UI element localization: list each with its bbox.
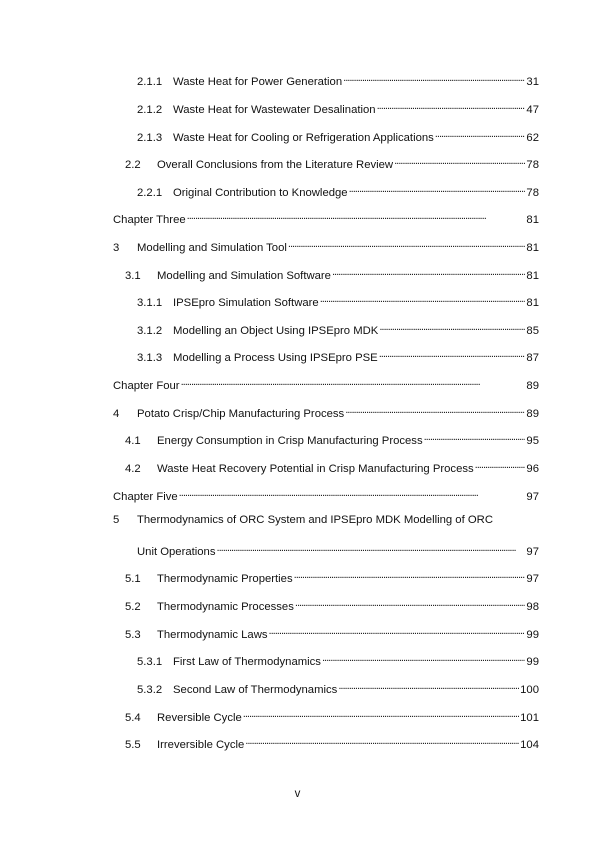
toc-entry-page: 81 [526, 242, 539, 254]
dot-leader [320, 292, 526, 306]
toc-entry[interactable] [125, 265, 539, 282]
toc-entry-page: 78 [526, 187, 539, 199]
toc-entry-page: 89 [526, 408, 539, 420]
toc-entry-number: 2.2 [125, 159, 141, 171]
toc-entry-title: Second Law of Thermodynamics [173, 684, 338, 696]
toc-entry-title: Modelling and Simulation Software [157, 270, 331, 282]
toc-entry-number: 3.1.3 [137, 352, 163, 364]
dot-leader [269, 624, 526, 638]
toc-entry-page: 89 [526, 380, 539, 392]
toc-entry-page: 104 [520, 739, 539, 751]
toc-entry-title: Energy Consumption in Crisp Manufacturing Process [157, 435, 423, 447]
toc-entry-title: Potato Crisp/Chip Manufacturing Process [137, 408, 345, 420]
toc-entry-title: Modelling a Process Using IPSEpro PSE [173, 352, 378, 364]
dot-leader [394, 154, 525, 168]
toc-entry-page: 97 [526, 546, 539, 558]
toc-entry-page: 81 [526, 270, 539, 282]
toc-entry-number: 2.1.2 [137, 104, 163, 116]
dot-leader [475, 458, 526, 472]
toc-entry-page: 101 [520, 712, 539, 724]
toc-entry[interactable] [137, 679, 539, 696]
toc-entry-number: 3.1.1 [137, 297, 163, 309]
dot-leader [181, 375, 526, 389]
toc-entry-number: 5.5 [125, 739, 141, 751]
toc-entry-number: 5.1 [125, 573, 141, 585]
toc-entry-title: Reversible Cycle [157, 712, 242, 724]
toc-entry-number: 2.1.3 [137, 132, 163, 144]
toc-entry-number: 4 [113, 408, 120, 420]
toc-entry-number: 5.3 [125, 629, 141, 641]
toc-entry-title: Thermodynamics of ORC System and IPSEpro MDK Modelling of ORC [137, 514, 493, 526]
toc-entry-title: Modelling an Object Using IPSEpro MDK [173, 325, 379, 337]
toc-entry-number: 3 [113, 242, 120, 254]
toc-entry[interactable] [125, 624, 539, 641]
toc-entry[interactable] [137, 347, 539, 364]
toc-entry-page: 47 [526, 104, 539, 116]
toc-entry-page: 98 [526, 601, 539, 613]
toc-entry-number: 4.2 [125, 463, 141, 475]
toc-entry[interactable] [137, 292, 539, 309]
toc-entry[interactable] [125, 458, 539, 475]
toc-chapter-entry[interactable] [113, 375, 539, 392]
toc-entry-title: Waste Heat Recovery Potential in Crisp Manufacturing Process [157, 463, 474, 475]
toc-entry-first-line[interactable] [113, 513, 539, 527]
toc-entry[interactable] [137, 320, 539, 337]
toc-entry-page: 97 [526, 491, 539, 503]
dot-leader [338, 679, 519, 693]
toc-entry-continuation[interactable] [137, 541, 539, 558]
toc-entry[interactable] [113, 403, 539, 420]
toc-entry-number: 5.4 [125, 712, 141, 724]
toc-entry[interactable] [125, 154, 539, 171]
toc-entry-title: Chapter Four [113, 380, 180, 392]
toc-chapter-entry[interactable] [113, 209, 539, 226]
toc-entry-title: Irreversible Cycle [157, 739, 245, 751]
dot-leader [379, 320, 525, 334]
toc-entry[interactable] [113, 237, 539, 254]
toc-entry-page: 85 [526, 325, 539, 337]
toc-entry-title: Chapter Three [113, 214, 186, 226]
toc-entry-number: 5.3.2 [137, 684, 163, 696]
toc-entry-page: 95 [526, 435, 539, 447]
toc-entry-title: IPSEpro Simulation Software [173, 297, 319, 309]
toc-entry-number: 5.3.1 [137, 656, 163, 668]
toc-entry-title: Waste Heat for Cooling or Refrigeration Applications [173, 132, 434, 144]
toc-entry-number: 5 [113, 514, 120, 526]
toc-entry-number: 4.1 [125, 435, 141, 447]
toc-entry[interactable] [137, 71, 539, 88]
toc-entry-page: 99 [526, 629, 539, 641]
toc-entry-title: Waste Heat for Wastewater Desalination [173, 104, 376, 116]
toc-entry-number: 3.1 [125, 270, 141, 282]
toc-entry-title: First Law of Thermodynamics [173, 656, 321, 668]
dot-leader [217, 541, 526, 555]
dot-leader [243, 707, 519, 721]
page-number-footer: v [294, 788, 301, 800]
toc-entry-title: Modelling and Simulation Tool [137, 242, 287, 254]
toc-entry-title: Thermodynamic Laws [157, 629, 268, 641]
toc-entry-page: 100 [520, 684, 539, 696]
toc-entry[interactable] [125, 734, 539, 751]
toc-entry-title: Thermodynamic Properties [157, 573, 293, 585]
dot-leader [349, 182, 526, 196]
dot-leader [424, 430, 526, 444]
toc-entry[interactable] [125, 430, 539, 447]
dot-leader [295, 596, 526, 610]
toc-entry-page: 31 [526, 76, 539, 88]
toc-entry-title: Overall Conclusions from the Literature Review [157, 159, 394, 171]
toc-entry-title: Chapter Five [113, 491, 178, 503]
toc-entry-page: 81 [526, 297, 539, 309]
toc-entry[interactable] [137, 651, 539, 668]
toc-entry[interactable] [125, 568, 539, 585]
dot-leader [332, 265, 525, 279]
toc-entry[interactable] [125, 707, 539, 724]
dot-leader [379, 347, 526, 361]
toc-entry-page: 96 [526, 463, 539, 475]
toc-entry[interactable] [137, 127, 539, 144]
toc-entry-page: 81 [526, 214, 539, 226]
toc-entry-title: Original Contribution to Knowledge [173, 187, 348, 199]
dot-leader [294, 568, 526, 582]
dot-leader [245, 734, 519, 748]
dot-leader [179, 486, 526, 500]
dot-leader [288, 237, 526, 251]
dot-leader [345, 403, 525, 417]
toc-entry[interactable] [137, 182, 539, 199]
toc-entry[interactable] [125, 596, 539, 613]
toc-entry[interactable] [137, 99, 539, 116]
toc-entry-page: 97 [526, 573, 539, 585]
toc-entry-number: 2.1.1 [137, 76, 163, 88]
toc-entry-page: 87 [526, 352, 539, 364]
toc-entry-page: 62 [526, 132, 539, 144]
dot-leader [322, 651, 525, 665]
toc-entry-page: 99 [526, 656, 539, 668]
toc-entry-title: Thermodynamic Processes [157, 601, 294, 613]
toc-entry-number: 5.2 [125, 601, 141, 613]
dot-leader [343, 71, 525, 85]
toc-entry-page: 78 [526, 159, 539, 171]
toc-chapter-entry[interactable] [113, 486, 539, 503]
dot-leader [187, 209, 526, 223]
toc-entry-title-continuation: Unit Operations [137, 546, 216, 558]
toc-entry-number: 2.2.1 [137, 187, 163, 199]
dot-leader [377, 99, 526, 113]
toc-entry-number: 3.1.2 [137, 325, 163, 337]
dot-leader [435, 127, 526, 141]
toc-entry-title: Waste Heat for Power Generation [173, 76, 343, 88]
